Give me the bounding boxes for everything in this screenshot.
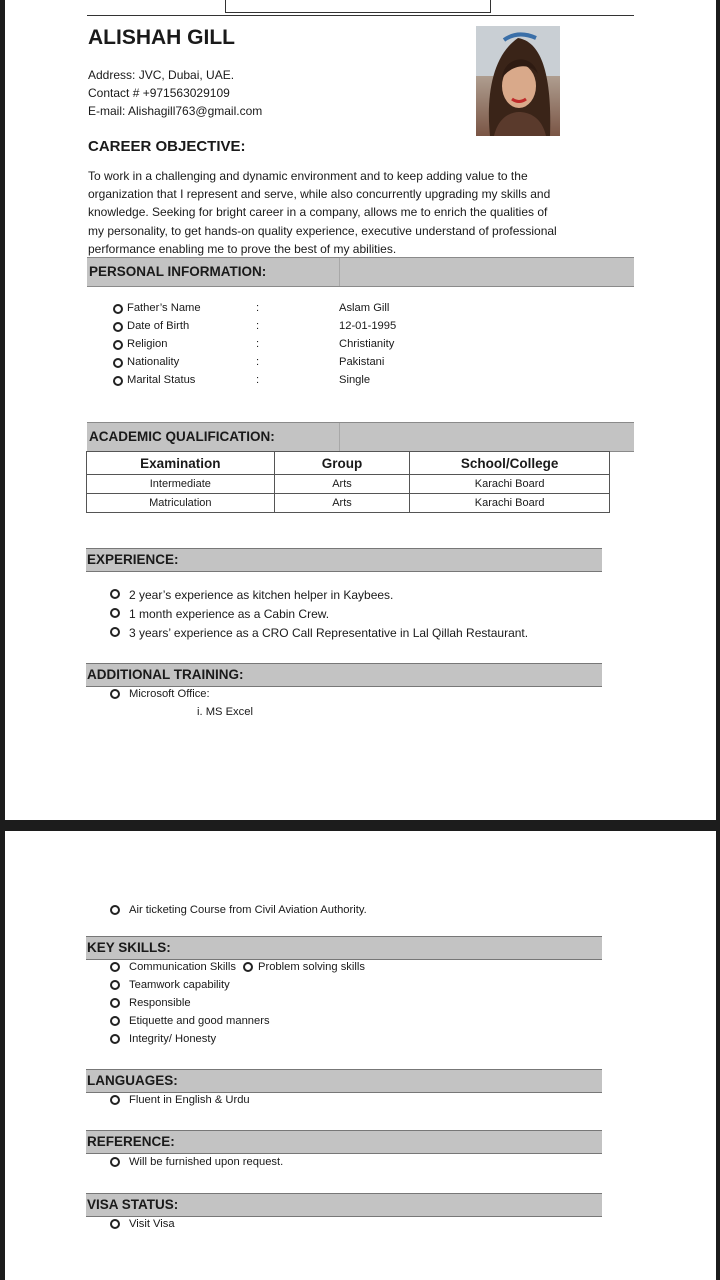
left-edge (0, 0, 5, 1280)
academic-heading-bar (87, 422, 634, 452)
personal-value: Single (339, 374, 371, 386)
bullet-icon (113, 322, 123, 332)
table-cell: Arts (274, 475, 410, 494)
training-item: Air ticketing Course from Civil Aviation Authority. (129, 904, 367, 916)
personal-value: 12-01-1995 (339, 320, 397, 332)
skill-item: Responsible (129, 997, 191, 1009)
skills-heading: KEY SKILLS: (87, 940, 171, 955)
languages-heading: LANGUAGES: (87, 1073, 178, 1088)
bullet-icon (110, 627, 120, 637)
personal-label: Father’s Name (127, 302, 201, 314)
table-cell: Karachi Board (410, 494, 610, 513)
training-sub-item: i. MS Excel (197, 706, 253, 718)
career-line: organization that I represent and serve, while also concurrently upgrading my skills and (88, 187, 551, 202)
bullet-icon (110, 1095, 120, 1105)
bullet-icon (110, 589, 120, 599)
reference-heading-bar (86, 1130, 602, 1154)
personal-sep: : (256, 302, 260, 314)
skill-item: Teamwork capability (129, 979, 230, 991)
bullet-icon (110, 998, 120, 1008)
personal-sep: : (256, 374, 260, 386)
skill-item: Integrity/ Honesty (129, 1033, 217, 1045)
cv-title (226, 0, 490, 1)
table-cell: Matriculation (87, 494, 275, 513)
top-rule (87, 15, 634, 16)
phone-text: Contact # +971563029109 (88, 86, 230, 100)
personal-heading: PERSONAL INFORMATION: (89, 264, 267, 279)
bar-divider (339, 258, 340, 286)
personal-value: Pakistani (339, 356, 385, 368)
personal-sep: : (256, 356, 260, 368)
bullet-icon (110, 1034, 120, 1044)
bullet-icon (113, 358, 123, 368)
reference-item: Will be furnished upon request. (129, 1156, 284, 1168)
bullet-icon (243, 962, 253, 972)
profile-photo (476, 26, 560, 136)
table-cell: Arts (274, 494, 410, 513)
bullet-icon (110, 905, 120, 915)
experience-item: 1 month experience as a Cabin Crew. (129, 607, 330, 621)
reference-heading: REFERENCE: (87, 1134, 175, 1149)
languages-heading-bar (86, 1069, 602, 1093)
bar-divider (339, 423, 340, 451)
candidate-name: ALISHAH GILL (88, 26, 235, 49)
experience-item: 3 years’ experience as a CRO Call Representative in Lal Qillah Restaurant. (129, 626, 529, 640)
career-paragraph (88, 167, 603, 258)
personal-label: Religion (127, 338, 168, 350)
column-header: Examination (87, 452, 275, 475)
right-edge (716, 0, 720, 1280)
bullet-icon (110, 608, 120, 618)
visa-heading-bar (86, 1193, 602, 1217)
table-cell: Intermediate (87, 475, 275, 494)
personal-value: Christianity (339, 338, 395, 350)
bullet-icon (110, 1219, 120, 1229)
table-row (87, 494, 610, 513)
table-cell: Karachi Board (410, 475, 610, 494)
skill-item: Problem solving skills (258, 961, 365, 973)
career-line: knowledge. Seeking for bright career in a company, allows me to enrich the qualities of (88, 205, 548, 220)
academic-heading: ACADEMIC QUALIFICATION: (89, 429, 275, 444)
visa-heading: VISA STATUS: (87, 1197, 179, 1212)
experience-heading-bar (86, 548, 602, 572)
experience-heading: EXPERIENCE: (87, 552, 179, 567)
personal-label: Date of Birth (127, 320, 190, 332)
column-header: Group (274, 452, 410, 475)
personal-label: Marital Status (127, 374, 196, 386)
skill-item: Etiquette and good manners (129, 1015, 270, 1027)
visa-item: Visit Visa (129, 1218, 175, 1230)
bullet-icon (113, 376, 123, 386)
bullet-icon (113, 340, 123, 350)
bullet-icon (110, 980, 120, 990)
column-header: School/College (410, 452, 610, 475)
career-line: performance enabling me to prove the best of my abilities. (88, 241, 397, 256)
training-heading-bar (86, 663, 602, 687)
training-item: Microsoft Office: (129, 688, 210, 700)
personal-sep: : (256, 320, 260, 332)
personal-heading-bar (87, 257, 634, 287)
bullet-icon (113, 304, 123, 314)
personal-label: Nationality (127, 356, 180, 368)
bullet-icon (110, 1157, 120, 1167)
skill-item: Communication Skills (129, 961, 236, 973)
personal-value: Aslam Gill (339, 302, 390, 314)
training-heading: ADDITIONAL TRAINING: (87, 667, 244, 682)
career-line: To work in a challenging and dynamic environment and to keep adding value to the (88, 169, 528, 183)
experience-item: 2 year’s experience as kitchen helper in Kaybees. (129, 588, 394, 602)
language-item: Fluent in English & Urdu (129, 1094, 250, 1106)
personal-sep: : (256, 338, 260, 350)
career-heading: CAREER OBJECTIVE: (88, 138, 246, 155)
bullet-icon (110, 962, 120, 972)
cv-title-box (225, 0, 491, 13)
bullet-icon (110, 689, 120, 699)
table-row (87, 475, 610, 494)
academic-table (86, 451, 610, 513)
career-line: my personality, to get hands-on quality experience, executive understand of professional (88, 223, 557, 238)
email-text: E-mail: Alishagill763@gmail.com (88, 104, 263, 118)
page-separator (0, 820, 720, 831)
table-header-row (87, 452, 610, 475)
skills-heading-bar (86, 936, 602, 960)
bullet-icon (110, 1016, 120, 1026)
address-text: Address: JVC, Dubai, UAE. (88, 68, 235, 82)
